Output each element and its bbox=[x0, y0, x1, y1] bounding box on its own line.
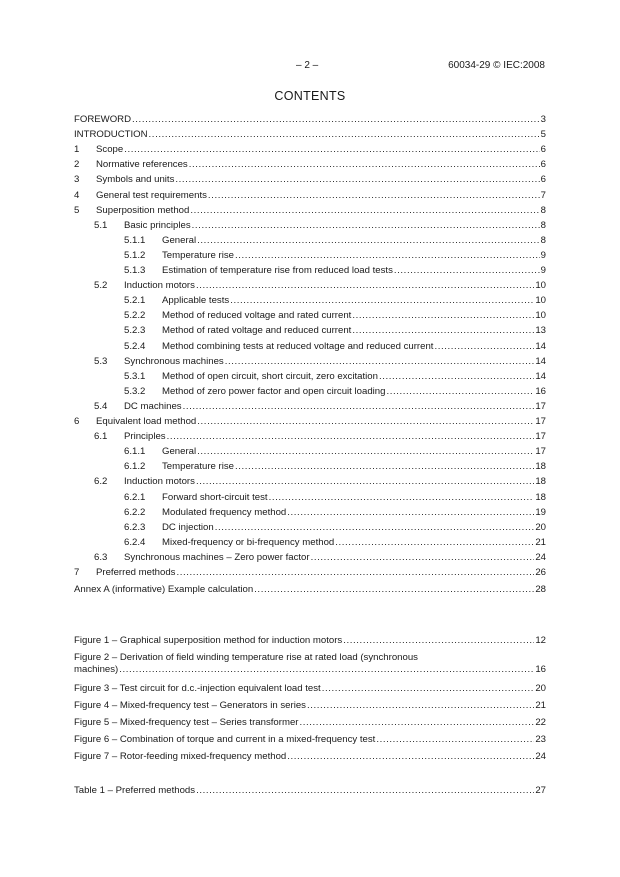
toc-entry-title: Method of open circuit, short circuit, zero excitation bbox=[162, 370, 378, 382]
toc-entry-title: Mixed-frequency or bi-frequency method bbox=[162, 536, 335, 548]
toc-entry-title: Method combining tests at reduced voltage and reduced current bbox=[162, 340, 434, 352]
toc-entry-title: Estimation of temperature rise from reduced load tests bbox=[162, 265, 393, 276]
toc-entry-page: 24 bbox=[535, 750, 546, 762]
dot-leader bbox=[132, 113, 540, 126]
toc-entry-title: DC machines bbox=[124, 400, 182, 412]
dot-leader bbox=[215, 521, 535, 534]
toc-entry-title: Annex A (informative) Example calculation bbox=[74, 584, 254, 596]
dot-leader bbox=[208, 189, 540, 202]
toc-entry-page: 19 bbox=[535, 506, 546, 518]
dot-leader bbox=[254, 583, 534, 596]
toc-entry[interactable] bbox=[124, 294, 546, 307]
dot-leader bbox=[352, 309, 534, 322]
toc-entry-number: 1 bbox=[74, 144, 80, 156]
toc-entry[interactable] bbox=[124, 370, 546, 383]
toc-entry-title: Method of reduced voltage and rated current bbox=[162, 310, 352, 322]
dot-leader bbox=[379, 370, 534, 383]
toc-entry-title: Figure 7 – Rotor-feeding mixed-frequency method bbox=[74, 750, 287, 762]
toc-entry-number: 5.1.1 bbox=[124, 234, 146, 246]
dot-leader bbox=[190, 204, 539, 217]
dot-leader bbox=[386, 385, 534, 398]
toc-entry-title-line1: Figure 2 – Derivation of field winding temperature rise at rated load (synchronous bbox=[74, 651, 418, 663]
toc-entry-page: 6 bbox=[540, 159, 546, 171]
toc-entry-title: Superposition method bbox=[96, 204, 190, 216]
toc-entry[interactable] bbox=[124, 445, 546, 458]
toc-entry-number: 5.4 bbox=[94, 400, 108, 412]
toc-entry[interactable] bbox=[124, 536, 546, 549]
toc-entry-title: Applicable tests bbox=[162, 295, 230, 307]
dot-leader bbox=[176, 566, 534, 579]
toc-entry-number: 5.2.2 bbox=[124, 310, 146, 322]
dot-leader bbox=[167, 430, 535, 443]
toc-entry-number: 3 bbox=[74, 174, 80, 186]
toc-entry[interactable] bbox=[124, 324, 546, 337]
toc-entry-page: 5 bbox=[540, 129, 546, 141]
toc-entry-page: 12 bbox=[535, 635, 546, 646]
toc-entry[interactable] bbox=[74, 634, 546, 647]
toc-entry[interactable] bbox=[124, 234, 546, 247]
toc-entry-number: 5 bbox=[74, 204, 80, 216]
page-number: – 2 – bbox=[296, 60, 319, 71]
dot-leader bbox=[335, 536, 534, 549]
toc-entry[interactable] bbox=[74, 583, 546, 596]
toc-entry-page: 3 bbox=[540, 114, 546, 125]
toc-entry[interactable] bbox=[124, 521, 546, 534]
toc-entry-title: machines) bbox=[74, 663, 119, 675]
toc-entry-title: Equivalent load method bbox=[96, 416, 197, 427]
toc-entry-page: 8 bbox=[540, 234, 546, 246]
dot-leader bbox=[196, 475, 534, 488]
dot-leader bbox=[183, 400, 535, 413]
toc-entry-title: General bbox=[162, 446, 197, 458]
toc-entry-page: 14 bbox=[535, 370, 546, 382]
toc-entry[interactable] bbox=[74, 204, 546, 217]
toc-entry[interactable] bbox=[124, 385, 546, 398]
toc-entry-page: 8 bbox=[540, 219, 546, 231]
toc-entry[interactable] bbox=[94, 279, 546, 292]
toc-entry-number: 2 bbox=[74, 159, 80, 171]
toc-entry-title: Scope bbox=[96, 144, 124, 156]
toc-entry-title: Modulated frequency method bbox=[162, 506, 287, 518]
toc-entry-title: Principles bbox=[124, 431, 166, 443]
toc-entry-page: 6 bbox=[540, 174, 546, 186]
toc-entry-title: DC injection bbox=[162, 521, 214, 533]
toc-entry-page: 17 bbox=[535, 400, 546, 412]
dot-leader bbox=[322, 682, 535, 695]
dot-leader bbox=[196, 279, 534, 292]
dot-leader bbox=[307, 699, 534, 712]
toc-entry-page: 17 bbox=[535, 416, 546, 427]
toc-entry[interactable] bbox=[74, 189, 546, 202]
toc-entry-page: 20 bbox=[535, 683, 546, 695]
toc-entry-title: Method of rated voltage and reduced current bbox=[162, 325, 352, 337]
toc-entry-page: 10 bbox=[535, 295, 546, 307]
toc-entry-title: General bbox=[162, 234, 197, 246]
toc-entry[interactable] bbox=[74, 415, 546, 428]
toc-entry-number: 5.2.1 bbox=[124, 295, 146, 307]
toc-entry-number: 5.1.3 bbox=[124, 265, 146, 276]
toc-entry-page: 14 bbox=[535, 340, 546, 352]
dot-leader bbox=[197, 415, 534, 428]
toc-entry-page: 26 bbox=[535, 567, 546, 578]
toc-entry-page: 9 bbox=[540, 265, 546, 276]
toc-entry-number: 5.2.4 bbox=[124, 340, 146, 352]
toc-entry[interactable] bbox=[74, 113, 546, 126]
dot-leader bbox=[230, 294, 534, 307]
toc-entry[interactable] bbox=[124, 309, 546, 322]
toc-entry-title: INTRODUCTION bbox=[74, 129, 148, 141]
toc-entry-page: 18 bbox=[535, 491, 546, 503]
toc-entry[interactable] bbox=[124, 460, 546, 473]
toc-entry[interactable] bbox=[74, 566, 546, 579]
toc-entry-page: 21 bbox=[535, 536, 546, 548]
toc-entry-page: 28 bbox=[535, 584, 546, 596]
dot-leader bbox=[311, 551, 535, 564]
dot-leader bbox=[269, 491, 535, 504]
toc-entry-page: 27 bbox=[535, 785, 546, 796]
dot-leader bbox=[287, 750, 534, 763]
dot-leader bbox=[287, 506, 534, 519]
dot-leader bbox=[192, 219, 540, 232]
dot-leader bbox=[352, 324, 534, 337]
toc-entry-title: Figure 3 – Test circuit for d.c.-injection equivalent load test bbox=[74, 683, 321, 695]
toc-entry-page: 14 bbox=[535, 355, 546, 367]
toc-entry[interactable] bbox=[94, 400, 546, 413]
toc-entry-page: 9 bbox=[540, 249, 546, 261]
toc-entry-page: 7 bbox=[540, 189, 546, 201]
toc-entry-page: 22 bbox=[535, 716, 546, 728]
toc-entry-number: 5.2.3 bbox=[124, 325, 146, 337]
toc-entry-page: 20 bbox=[535, 521, 546, 533]
dot-leader bbox=[189, 158, 540, 171]
toc-entry-title: Figure 5 – Mixed-frequency test – Series transformer bbox=[74, 716, 299, 728]
dot-leader bbox=[124, 143, 539, 156]
toc-entry-page: 18 bbox=[535, 476, 546, 488]
toc-entry-page: 17 bbox=[535, 431, 546, 443]
toc-entry[interactable] bbox=[94, 430, 546, 443]
toc-entry-page: 10 bbox=[535, 280, 546, 292]
toc-entry[interactable] bbox=[74, 784, 546, 797]
toc-entry-title: Figure 1 – Graphical superposition method for induction motors bbox=[74, 635, 343, 646]
toc-entry-number: 6.1.2 bbox=[124, 461, 146, 473]
dot-leader bbox=[235, 249, 540, 262]
dot-leader bbox=[119, 663, 534, 676]
toc-entry[interactable] bbox=[74, 750, 546, 763]
toc-entry-page: 21 bbox=[535, 700, 546, 712]
toc-entry-number: 6 bbox=[74, 416, 80, 427]
toc-entry[interactable] bbox=[94, 475, 546, 488]
toc-entry-title: Figure 6 – Combination of torque and current in a mixed-frequency test bbox=[74, 733, 376, 745]
toc-entry-title: Method of zero power factor and open circuit loading bbox=[162, 385, 386, 397]
dot-leader bbox=[394, 264, 540, 277]
toc-entry-title: Table 1 – Preferred methods bbox=[74, 785, 196, 796]
standard-reference: 60034-29 © IEC:2008 bbox=[448, 60, 545, 71]
dot-leader bbox=[235, 460, 534, 473]
toc-entry[interactable] bbox=[94, 219, 546, 232]
dot-leader bbox=[299, 716, 534, 729]
dot-leader bbox=[225, 355, 535, 368]
page-title: CONTENTS bbox=[274, 89, 346, 103]
toc-entry[interactable] bbox=[74, 128, 546, 141]
toc-entry-number: 5.3.1 bbox=[124, 370, 146, 382]
toc-entry-number: 6.1.1 bbox=[124, 446, 146, 458]
toc-entry[interactable] bbox=[124, 249, 546, 262]
dot-leader bbox=[196, 784, 534, 797]
toc-entry-number: 6.2.1 bbox=[124, 491, 146, 503]
toc-entry-number: 6.2.4 bbox=[124, 536, 146, 548]
toc-entry[interactable] bbox=[74, 733, 546, 746]
toc-entry-page: 10 bbox=[535, 310, 546, 322]
toc-entry[interactable] bbox=[94, 355, 546, 368]
toc-entry-number: 6.2.2 bbox=[124, 506, 146, 518]
dot-leader bbox=[434, 340, 534, 353]
toc-entry-title: General test requirements bbox=[96, 189, 207, 201]
dot-leader bbox=[343, 634, 534, 647]
toc-entry-title: Induction motors bbox=[124, 280, 195, 292]
toc-entry-title: Basic principles bbox=[124, 219, 191, 231]
dot-leader bbox=[197, 234, 540, 247]
toc-entry-page: 23 bbox=[535, 733, 546, 745]
toc-entry-page: 16 bbox=[535, 385, 546, 397]
toc-entry[interactable] bbox=[74, 682, 546, 695]
toc-entry-title: Forward short-circuit test bbox=[162, 491, 268, 503]
toc-entry[interactable] bbox=[74, 663, 546, 676]
toc-entry-page: 18 bbox=[535, 461, 546, 473]
dot-leader bbox=[376, 733, 534, 746]
toc-entry[interactable] bbox=[124, 264, 546, 277]
toc-entry-title: FOREWORD bbox=[74, 114, 132, 125]
toc-entry-page: 13 bbox=[535, 325, 546, 337]
toc-entry-number: 6.3 bbox=[94, 551, 108, 563]
toc-entry[interactable] bbox=[74, 173, 546, 186]
toc-entry-page: 16 bbox=[535, 663, 546, 675]
dot-leader bbox=[197, 445, 534, 458]
toc-entry-number: 6.2 bbox=[94, 476, 108, 488]
toc-entry-number: 6.1 bbox=[94, 431, 108, 443]
dot-leader bbox=[149, 128, 540, 141]
toc-entry-title: Induction motors bbox=[124, 476, 195, 488]
toc-entry-title: Temperature rise bbox=[162, 461, 234, 473]
toc-entry-page: 17 bbox=[535, 446, 546, 458]
toc-entry-page: 8 bbox=[540, 204, 546, 216]
toc-entry-number: 5.2 bbox=[94, 280, 108, 292]
dot-leader bbox=[175, 173, 539, 186]
toc-entry-title: Synchronous machines – Zero power factor bbox=[124, 551, 310, 563]
toc-entry[interactable] bbox=[74, 699, 546, 712]
toc-entry[interactable] bbox=[94, 551, 546, 564]
toc-entry-number: 5.1.2 bbox=[124, 249, 146, 261]
toc-entry-title: Preferred methods bbox=[96, 567, 176, 578]
toc-entry-page: 24 bbox=[535, 551, 546, 563]
toc-entry-number: 7 bbox=[74, 567, 80, 578]
toc-entry-title: Temperature rise bbox=[162, 249, 234, 261]
toc-entry[interactable] bbox=[74, 158, 546, 171]
toc-entry-number: 5.3.2 bbox=[124, 385, 146, 397]
toc-entry-title: Normative references bbox=[96, 159, 188, 171]
toc-entry-number: 5.3 bbox=[94, 355, 108, 367]
toc-entry[interactable] bbox=[124, 340, 546, 353]
toc-entry[interactable] bbox=[124, 491, 546, 504]
toc-entry[interactable] bbox=[74, 143, 546, 156]
toc-entry-title: Synchronous machines bbox=[124, 355, 224, 367]
toc-entry[interactable] bbox=[124, 506, 546, 519]
toc-entry-number: 6.2.3 bbox=[124, 521, 146, 533]
toc-entry-number: 4 bbox=[74, 189, 80, 201]
toc-entry-title: Figure 4 – Mixed-frequency test – Generators in series bbox=[74, 700, 306, 712]
toc-entry[interactable] bbox=[74, 716, 546, 729]
toc-entry-page: 6 bbox=[540, 144, 546, 156]
toc-entry-title: Symbols and units bbox=[96, 174, 175, 186]
toc-entry-number: 5.1 bbox=[94, 219, 108, 231]
